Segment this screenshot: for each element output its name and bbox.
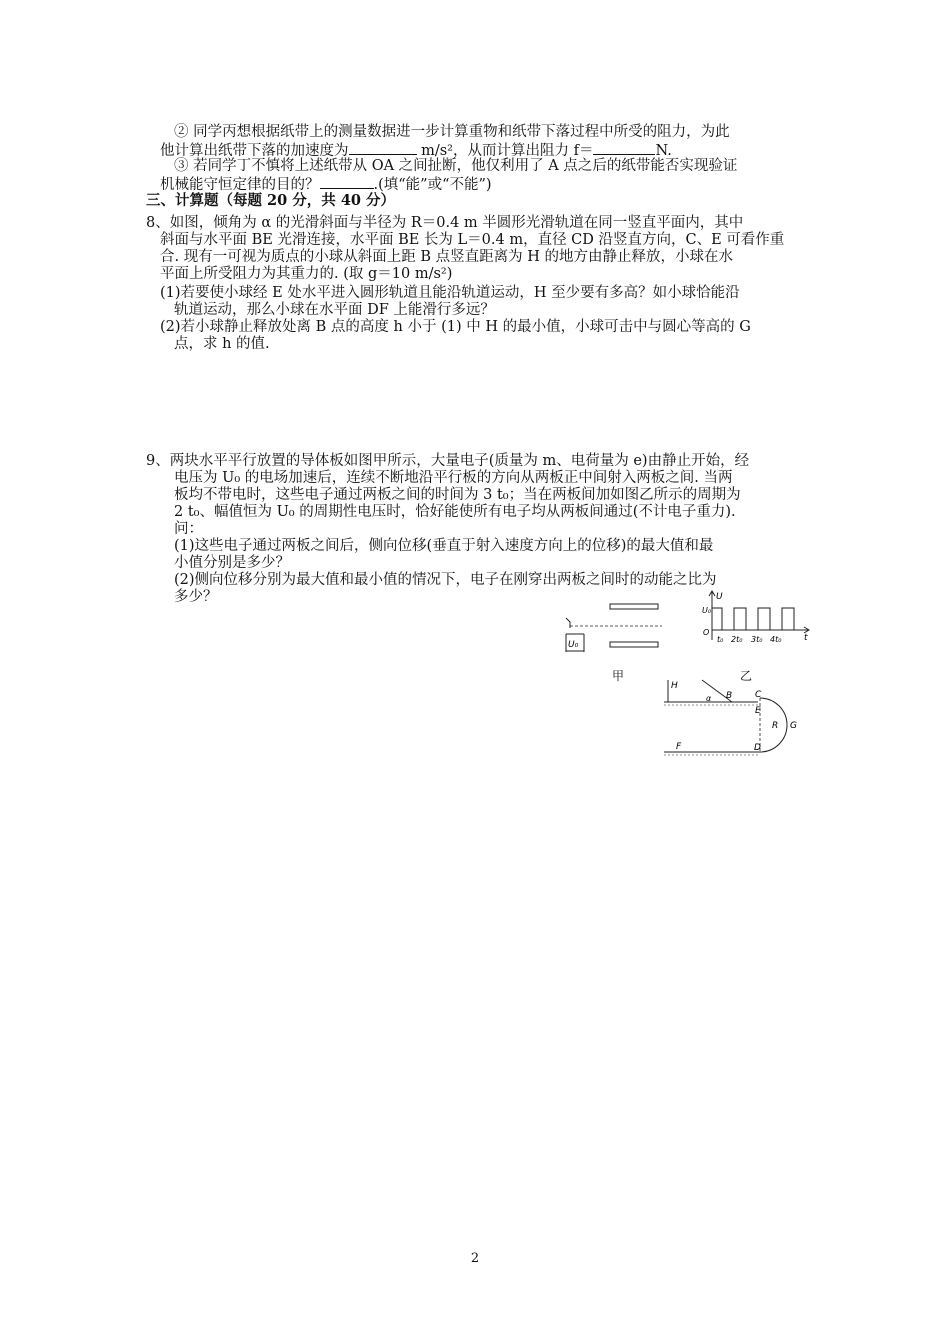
q8-sub1-line2: 轨道运动，那么小球在水平面 DF 上能滑行多远？: [174, 302, 495, 318]
track-label-alpha: α: [706, 694, 712, 703]
q8-line2: 斜面与水平面 BE 光滑连接，水平面 BE 长为 L＝0.4 m，直径 CD 沿竖直方向，C、E 可看作重: [160, 232, 785, 248]
figure-label-jia: 甲: [612, 669, 625, 683]
graph-tick-4: 4t₀: [770, 635, 782, 644]
track-label-b: B: [726, 691, 733, 701]
q9-line1: 9、两块水平平行放置的导体板如图甲所示，大量电子(质量为 m、电荷量为 e)由静止开始，经: [146, 453, 750, 469]
q8-line4: 平面上所受阻力为其重力的. (取 g＝10 m/s²): [160, 266, 453, 282]
q9-line5: 问：: [174, 521, 203, 537]
track-label-g: G: [790, 721, 797, 731]
q8-line3: 合. 现有一可视为质点的小球从斜面上距 B 点竖直距离为 H 的地方由静止释放，小球在水: [160, 249, 733, 265]
graph-axis-u: U: [716, 592, 723, 602]
q8-sub2-line2: 点，求 h 的值.: [174, 336, 270, 352]
figure-label-yi: 乙: [740, 669, 753, 683]
q9-sub1-line1: (1)这些电子通过两板之间后，侧向位移(垂直于射入速度方向上的位移)的最大值和最: [174, 538, 714, 554]
graph-tick-1: t₀: [717, 635, 724, 644]
q7-item2-line2-b: m/s²，从而计算出阻力 f＝: [416, 143, 594, 159]
answer-blank-can: [320, 175, 374, 189]
q9-sub2-line1: (2)侧向位移分别为最大值和最小值的情况下，电子在刚穿出两板之间时的动能之比为: [174, 572, 717, 588]
q9-line2: 电压为 U₀ 的电场加速后，连续不断地沿平行板的方向从两板正中间射入两板之间. 当两: [174, 470, 733, 486]
figure-plates-u0-label: U₀: [568, 640, 579, 650]
q7-item3-line1: ③ 若同学丁不慎将上述纸带从 OA 之间扯断，他仅利用了 A 点之后的纸带能否实现验证: [174, 158, 738, 174]
q7-item3-line2-a: 机械能守恒定律的目的？: [160, 177, 320, 193]
track-label-e: E: [755, 706, 761, 716]
answer-blank-acceleration: [349, 141, 417, 155]
figure-plates: [558, 600, 668, 660]
track-label-r: R: [772, 721, 779, 731]
q8-sub1-line1: (1)若要使小球经 E 处水平进入圆形轨道且能沿轨道运动，H 至少要有多高？如小球恰能沿: [160, 285, 740, 301]
section-heading: 三、计算题（每题 20 分，共 40 分）: [146, 192, 396, 209]
figure-track: [660, 676, 810, 760]
q8-line1: 8、如图，倾角为 α 的光滑斜面与半径为 R＝0.4 m 半圆形光滑轨道在同一竖直平面内，其中: [146, 215, 744, 231]
q9-sub1-line2: 小值分别是多少？: [174, 555, 290, 571]
graph-u0-label: U₀: [702, 606, 712, 615]
track-label-h: H: [671, 681, 678, 691]
track-label-d: D: [754, 743, 761, 753]
q9-line3: 板均不带电时，这些电子通过两板之间的时间为 3 t₀；当在两板间加如图乙所示的周期为: [174, 487, 741, 503]
q8-sub2-line1: (2)若小球静止释放处离 B 点的高度 h 小于 (1) 中 H 的最小值，小球可击中与圆心等高的 G: [160, 319, 751, 335]
page-number: 2: [470, 1251, 480, 1266]
q7-item2-line1: ② 同学丙想根据纸带上的测量数据进一步计算重物和纸带下落过程中所受的阻力，为此: [174, 124, 730, 140]
q7-item2-line2-a: 他计算出纸带下落的加速度为: [160, 143, 349, 159]
graph-tick-3: 3t₀: [751, 635, 763, 644]
graph-tick-2: 2t₀: [731, 635, 743, 644]
q9-line4: 2 t₀、幅值恒为 U₀ 的周期性电压时，恰好能使所有电子均从两板间通过(不计电子重力).: [174, 504, 736, 520]
q7-item3-line2-b: .(填“能”或“不能”): [373, 177, 492, 193]
answer-blank-resistance: [593, 141, 655, 155]
graph-axis-t: t: [804, 633, 808, 643]
q7-item2-line2-c: N.: [655, 143, 672, 159]
q9-sub2-line2: 多少？: [174, 589, 218, 605]
track-label-c: C: [755, 690, 762, 700]
graph-origin-label: O: [703, 628, 710, 637]
track-label-f: F: [676, 742, 682, 752]
figure-voltage-graph: [700, 588, 815, 648]
